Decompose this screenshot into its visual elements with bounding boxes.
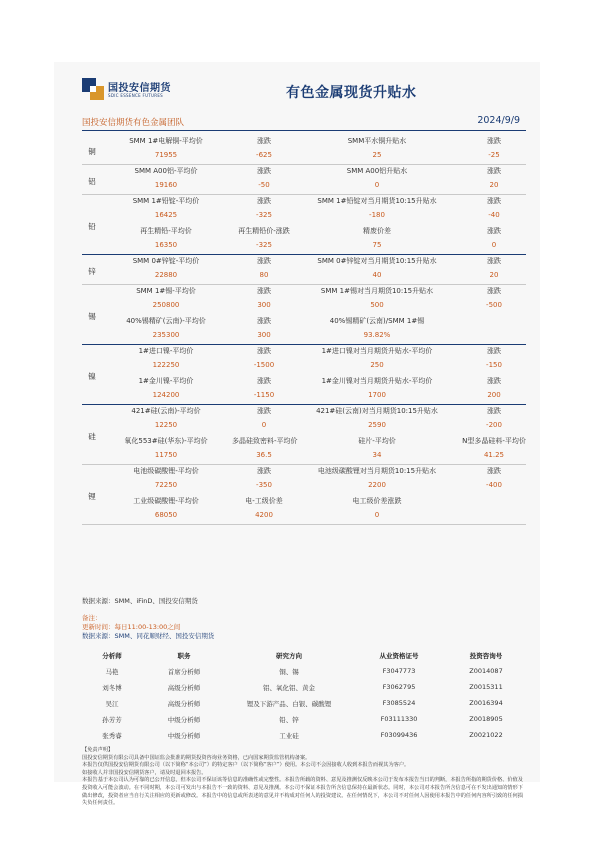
table-cell-label: 涨跌 [257, 317, 271, 325]
brand-name: 国投安信期货 [108, 83, 171, 94]
table-cell-value: 25 [372, 151, 382, 159]
table-row [82, 314, 526, 329]
table-cell-value: -1500 [253, 361, 275, 369]
table-cell-value: -25 [488, 151, 500, 159]
table-cell-label: 涨跌 [487, 197, 501, 205]
report-page [54, 62, 540, 807]
table-cell-value: 200 [487, 391, 501, 399]
metal-label-zinc: 锌 [88, 267, 96, 276]
table-row [82, 284, 526, 299]
analyst-license: F03111330 [380, 715, 418, 723]
disclaimer-paragraph: 本报告仅供国投安信期货有限公司（以下简称“本公司”）的特定客户（以下简称“客户”）使用。本公司不会因接收人收到本报告而视其为客户。 [82, 762, 410, 769]
table-cell-label: 电-工级价差 [245, 497, 283, 505]
table-row [82, 681, 526, 694]
table-cell-label: SMM 1#铅锭-平均价 [132, 197, 200, 205]
disclaimer-paragraph: 如接收人并非国投安信期货客户，请及时退回本报告。 [82, 769, 207, 776]
table-cell-label: 1#进口镍对当月期货升贴水-平均价 [321, 347, 433, 355]
table-row [82, 494, 526, 509]
analyst-focus: 铜、锡 [279, 668, 299, 676]
analyst-license: F3085524 [382, 699, 416, 707]
analyst-license: F3047773 [382, 667, 416, 675]
table-cell-label: 涨跌 [487, 287, 501, 295]
table-row [82, 697, 526, 710]
table-cell-label: 涨跌 [257, 167, 271, 175]
table-cell-label: 涨跌 [487, 467, 501, 475]
table-cell-label: 421#硅(云南)对当月期货10:15升贴水 [316, 407, 438, 415]
table-row [82, 344, 526, 359]
table-cell-value: -400 [486, 481, 502, 489]
table-cell-label: 涨跌 [257, 467, 271, 475]
analyst-header-consult: 投资咨询号 [469, 652, 503, 660]
table-cell-label: 电池级碳酸锂-平均价 [133, 467, 199, 475]
table-cell-value: 75 [372, 241, 382, 249]
table-cell-value: -325 [256, 211, 272, 219]
table-cell-label: SMM A00铝-平均价 [134, 167, 198, 175]
table-cell-value: 300 [257, 301, 271, 309]
disclaimer [82, 747, 526, 808]
analyst-consult: Z0015311 [469, 683, 503, 691]
table-cell-label: 精废价差 [363, 227, 391, 235]
table-cell-label: 涨跌 [257, 197, 271, 205]
table-cell-label: SMM 1#锡对当月期货10:15升贴水 [320, 287, 434, 295]
metal-label-aluminum: 铝 [88, 177, 96, 186]
table-row [82, 239, 526, 254]
table-cell-label: SMM A00铝升贴水 [346, 167, 408, 175]
metal-label-lead: 铅 [88, 222, 96, 231]
data-source: 数据来源：SMM、iFinD、国投安信期货 [82, 597, 198, 605]
table-cell-value: 2590 [368, 421, 386, 429]
table-cell-label: SMM 1#电解铜-平均价 [129, 137, 203, 145]
analyst-title: 高级分析师 [167, 684, 201, 692]
table-cell-label: 多晶硅致密料-平均价 [232, 437, 298, 445]
notes-data-source: 数据来源：SMM、同花顺财经、国投安信期货 [82, 632, 215, 640]
analyst-name: 孙芳芳 [102, 716, 122, 724]
table-cell-label: 涨跌 [487, 167, 501, 175]
table-cell-value: 2200 [368, 481, 386, 489]
table-cell-value: 16350 [154, 241, 178, 249]
table-cell-value: -625 [256, 151, 272, 159]
table-cell-value: 500 [370, 301, 384, 309]
metal-label-silicon: 硅 [88, 432, 96, 441]
table-row [82, 434, 526, 449]
table-cell-value: 0 [261, 421, 267, 429]
header-divider [82, 130, 526, 131]
table-cell-label: 涨跌 [487, 137, 501, 145]
table-row [82, 224, 526, 239]
table-row [82, 194, 526, 209]
table-cell-value: 72250 [154, 481, 178, 489]
table-cell-label: SMM 0#锌锭-平均价 [132, 257, 200, 265]
table-row [82, 359, 526, 374]
table-cell-value: 19160 [154, 181, 178, 189]
table-cell-value: 0 [374, 181, 380, 189]
table-cell-label: 涨跌 [487, 407, 501, 415]
metal-label-tin: 锡 [88, 312, 96, 321]
table-cell-label: 涨跌 [257, 377, 271, 385]
table-cell-value: -150 [486, 361, 502, 369]
table-cell-value: -50 [258, 181, 270, 189]
analyst-focus: 铅、锌 [279, 716, 299, 724]
table-cell-value: -1150 [253, 391, 275, 399]
analyst-focus: 锂及下游产品、白银、碳酸锂 [246, 700, 332, 708]
table-cell-label: 再生精铅价-涨跌 [238, 227, 290, 235]
analyst-table-header [82, 649, 526, 662]
table-cell-label: 涨跌 [487, 347, 501, 355]
disclaimer-paragraph: 国投安信期货有限公司具备中国证监会批准的期货投资咨询业务资格，已向国家期货监管机构备案。 [82, 754, 311, 761]
team-name: 国投安信期货有色金属团队 [82, 118, 185, 128]
analyst-name: 张秀睿 [102, 732, 122, 740]
table-cell-value: 20 [489, 271, 499, 279]
brand-name-english: SDIC ESSENCE FUTURES [108, 93, 164, 98]
table-row [82, 254, 526, 269]
table-cell-label: SMM平水铜升贴水 [347, 137, 407, 145]
table-cell-label: SMM 1#锡-平均价 [136, 287, 196, 295]
table-row [82, 269, 526, 284]
analyst-consult: Z0014087 [469, 667, 503, 675]
table-cell-label: 涨跌 [257, 287, 271, 295]
notes-title: 备注： [82, 614, 102, 622]
table-cell-label: 氧化553#硅(华东)-平均价 [124, 437, 208, 445]
disclaimer-title: 【免责声明】 [82, 747, 114, 753]
table-row [82, 419, 526, 434]
table-cell-label: SMM 0#锌锭对当月期货10:15升贴水 [317, 257, 437, 265]
table-cell-value: 93.82% [363, 331, 391, 339]
table-cell-value: 20 [489, 181, 499, 189]
sub-header [54, 114, 540, 130]
table-row [82, 134, 526, 149]
analyst-title: 中级分析师 [167, 732, 201, 740]
table-row [82, 299, 526, 314]
table-cell-value: 34 [372, 451, 382, 459]
table-cell-label: 40%锡精矿(云南)-平均价 [126, 317, 206, 325]
table-row [82, 149, 526, 164]
table-cell-value: 300 [257, 331, 271, 339]
table-cell-label: 40%锡精矿(云南)/SMM 1#锡 [329, 317, 425, 325]
table-row [82, 449, 526, 464]
table-cell-value: 40 [372, 271, 382, 279]
table-cell-label: 1#金川镍-平均价 [138, 377, 194, 385]
table-row [82, 179, 526, 194]
table-row [82, 713, 526, 726]
table-cell-label: 硅片-平均价 [358, 437, 396, 445]
table-row [82, 665, 526, 678]
analyst-header-title: 职务 [177, 652, 191, 660]
table-cell-value: -325 [256, 241, 272, 249]
table-row [82, 164, 526, 179]
table-cell-label: 涨跌 [487, 257, 501, 265]
table-cell-label: 电池级碳酸锂对当月期货10:15升贴水 [317, 467, 437, 475]
table-cell-value: 16425 [154, 211, 178, 219]
analyst-focus: 铝、氧化铝、黄金 [263, 684, 315, 692]
table-row [82, 479, 526, 494]
table-cell-label: 涨跌 [257, 407, 271, 415]
table-cell-value: 41.25 [483, 451, 505, 459]
table-cell-label: 421#硅(云南)-平均价 [131, 407, 201, 415]
table-row [82, 509, 526, 524]
group-divider [82, 524, 526, 525]
table-row [82, 404, 526, 419]
table-cell-value: 4200 [255, 511, 273, 519]
table-row [82, 729, 526, 742]
table-cell-value: 68050 [154, 511, 178, 519]
analyst-name: 吴江 [105, 700, 119, 708]
table-row [82, 329, 526, 344]
table-cell-value: 11750 [154, 451, 178, 459]
table-cell-value: 235300 [152, 331, 180, 339]
analyst-header-license: 从业资格证号 [379, 652, 419, 660]
table-cell-value: -180 [369, 211, 385, 219]
table-cell-value: 1700 [368, 391, 386, 399]
table-cell-value: 250 [370, 361, 384, 369]
table-cell-label: 涨跌 [257, 257, 271, 265]
company-logo-icon [82, 78, 104, 100]
table-cell-label: SMM 1#铅锭对当月期货10:15升贴水 [317, 197, 437, 205]
table-cell-label: 涨跌 [257, 137, 271, 145]
table-cell-value: 12250 [154, 421, 178, 429]
table-row [82, 389, 526, 404]
analyst-header-name: 分析师 [102, 652, 122, 660]
table-cell-value: 0 [491, 241, 497, 249]
table-cell-value: 36.5 [256, 451, 272, 459]
analyst-header-focus: 研究方向 [276, 652, 302, 660]
analyst-name: 刘冬博 [102, 684, 122, 692]
table-cell-value: 80 [259, 271, 269, 279]
table-row [82, 209, 526, 224]
table-cell-value: 250800 [152, 301, 180, 309]
metal-label-lithium: 锂 [88, 492, 96, 501]
table-cell-label: 再生精铅-平均价 [140, 227, 192, 235]
table-cell-label: 涨跌 [487, 227, 501, 235]
table-cell-label: 电工级价差涨跌 [352, 497, 402, 505]
table-cell-value: 124200 [152, 391, 180, 399]
table-cell-label: N型多晶硅料-平均价 [462, 437, 526, 445]
disclaimer-paragraph: 本报告基于本公司认为可靠的已公开信息，但本公司不保证该等信息的准确性或完整性。本报告所载的资料、意见及推测仅反映本公司于发布本报告当日的判断，本报告所指的期货价格、价值及投资收入可能会波动。在不同时期，本公司可发出与本报告不一致的资料、意见及推测。本公司不保证本报告所含信息保持在最新状态。同时，本公司对本报告所含信息可在不发出通知的情形下做出修改，投资者应当自行关注相应的更新或修改。本报告中的信息或所表述的意见并不构成对任何人的投资建议。在任何情况下，本公司不对任何人因使用本报告中的任何内容所引致的任何损失负任何责任。 [82, 777, 523, 807]
table-cell-value: -40 [488, 211, 500, 219]
table-cell-value: 71955 [154, 151, 178, 159]
table-cell-value: -500 [486, 301, 502, 309]
report-date: 2024/9/9 [477, 115, 520, 126]
table-cell-label: 涨跌 [257, 347, 271, 355]
table-cell-label: 1#进口镍-平均价 [138, 347, 194, 355]
notes-update-time: 更新时间：每日11:00-13:00之间 [82, 623, 181, 631]
report-header [54, 62, 540, 102]
page-title: 有色金属现货升贴水 [286, 85, 417, 101]
table-cell-label: 涨跌 [487, 377, 501, 385]
analyst-consult: Z0016394 [469, 699, 503, 707]
analyst-consult: Z0021022 [469, 731, 503, 739]
table-row [82, 464, 526, 479]
table-cell-label: 1#金川镍对当月期货升贴水-平均价 [321, 377, 433, 385]
table-cell-value: -350 [256, 481, 272, 489]
analyst-license: F03099436 [380, 731, 418, 739]
metal-label-copper: 铜 [88, 147, 96, 156]
table-cell-value: -200 [486, 421, 502, 429]
analyst-focus: 工业硅 [279, 732, 299, 740]
table-cell-value: 122250 [152, 361, 180, 369]
analyst-title: 中级分析师 [167, 716, 201, 724]
table-cell-value: 0 [374, 511, 380, 519]
analyst-title: 高级分析师 [167, 700, 201, 708]
table-cell-label: 工业级碳酸锂-平均价 [133, 497, 199, 505]
analyst-name: 马艳 [105, 668, 119, 676]
analyst-consult: Z0018905 [469, 715, 503, 723]
notes [82, 614, 214, 641]
metal-label-nickel: 镍 [88, 372, 96, 381]
table-row [82, 374, 526, 389]
table-cell-value: 22880 [154, 271, 178, 279]
analyst-license: F3062795 [382, 683, 416, 691]
analyst-title: 首席分析师 [167, 668, 201, 676]
